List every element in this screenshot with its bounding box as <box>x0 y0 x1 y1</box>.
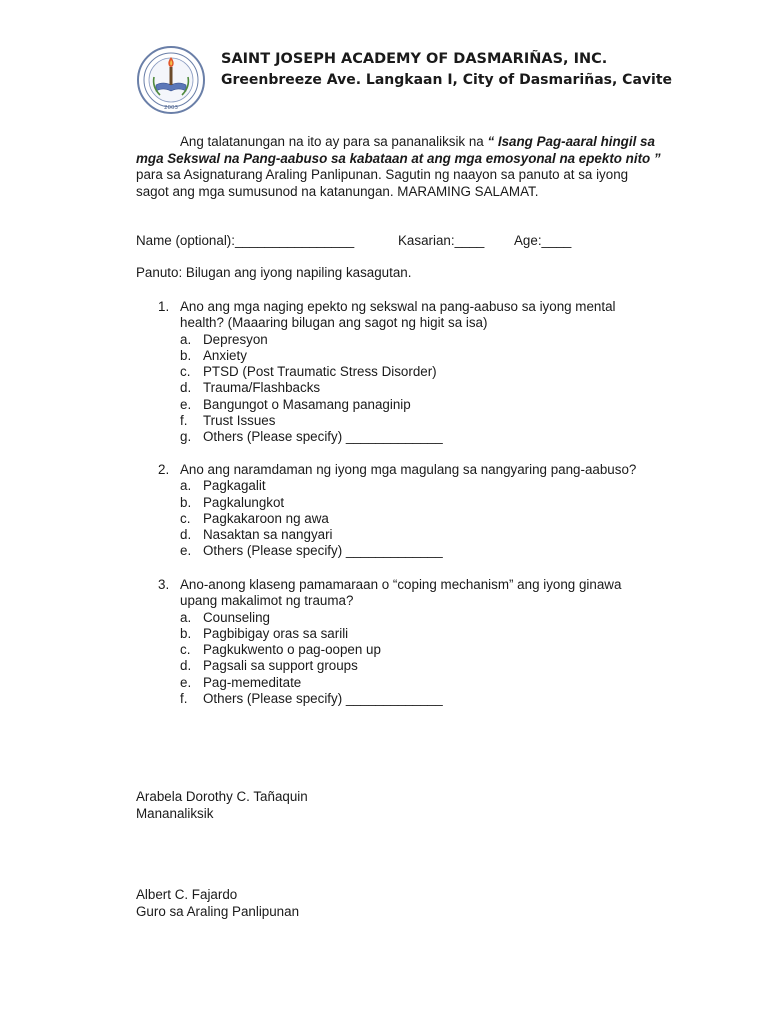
option-text: Trust Issues <box>203 413 276 429</box>
option-letter: c. <box>180 510 191 526</box>
signatory-researcher <box>136 789 308 822</box>
option-letter: b. <box>180 494 192 510</box>
option-text: Pag-memeditate <box>203 674 302 690</box>
intro-line-3: para sa Asignaturang Araling Panlipunan. Sagutin ng naayon sa panuto at sa iyong <box>136 167 629 182</box>
option-text: Nasaktan sa nangyari <box>203 527 333 543</box>
option-letter: a. <box>180 331 192 347</box>
school-seal-logo-icon <box>136 45 206 115</box>
option-letter: e. <box>180 543 192 559</box>
panuto-instructions: Panuto: Bilugan ang iyong napiling kasagutan. <box>136 265 412 280</box>
question-text: Ano-anong klaseng pamamaraan o “coping mechanism” ang iyong ginawa <box>180 577 622 592</box>
option-text: Trauma/Flashbacks <box>203 380 321 396</box>
signatory-name: Albert C. Fajardo <box>136 887 238 902</box>
question-text: Ano ang naramdaman ng iyong mga magulang sa nangyaring pang-aabuso? <box>180 462 637 477</box>
school-address: Greenbreeze Ave. Langkaan I, City of Dasmariñas, Cavite <box>221 72 673 88</box>
option-text: Counseling <box>203 609 270 625</box>
option-text: Bangungot o Masamang panaginip <box>203 396 411 412</box>
kasarian-field[interactable]: Kasarian:____ <box>398 233 485 248</box>
option-text: Others (Please specify) _____________ <box>203 429 443 445</box>
option-text: PTSD (Post Traumatic Stress Disorder) <box>203 364 437 380</box>
option-letter: g. <box>180 429 192 445</box>
option-letter: c. <box>180 364 191 380</box>
option-text: Anxiety <box>203 347 247 363</box>
question-number: 3. <box>158 577 170 592</box>
signatory-teacher <box>136 887 299 920</box>
option-letter: d. <box>180 527 192 543</box>
question-text: health? (Maaaring bilugan ang sagot ng higit sa isa) <box>180 315 488 331</box>
option-letter: b. <box>180 625 192 641</box>
question-text: Ano ang mga naging epekto ng sekswal na pang-aabuso sa iyong mental <box>180 299 616 314</box>
option-text: Pagsali sa support groups <box>203 658 358 674</box>
option-text: Pagbibigay oras sa sarili <box>203 625 349 641</box>
option-letter: a. <box>180 478 192 494</box>
question-number: 2. <box>158 462 170 477</box>
option-text: Others (Please specify) _____________ <box>203 691 443 707</box>
seal-year: 2003 <box>164 105 178 111</box>
option-text: Pagkalungkot <box>203 494 285 510</box>
option-text: Pagkukwento o pag-oopen up <box>203 642 381 658</box>
option-letter: e. <box>180 396 192 412</box>
option-text: Others (Please specify) _____________ <box>203 543 443 559</box>
signatory-role: Mananaliksik <box>136 805 214 821</box>
option-letter: e. <box>180 674 192 690</box>
intro-paragraph <box>136 134 696 200</box>
option-letter: b. <box>180 347 192 363</box>
option-letter: f. <box>180 691 188 707</box>
school-name: SAINT JOSEPH ACADEMY OF DASMARIÑAS, INC. <box>221 51 608 67</box>
name-field[interactable]: Name (optional):________________ <box>136 233 355 248</box>
study-title-part1: “ Isang Pag-aaral hingil sa <box>487 134 655 149</box>
study-title-part2: mga Sekswal na Pang-aabuso sa kabataan at ang mga emosyonal na epekto nito ” <box>136 150 661 166</box>
option-letter: a. <box>180 609 192 625</box>
question-number: 1. <box>158 299 170 314</box>
option-letter: d. <box>180 380 192 396</box>
option-text: Depresyon <box>203 331 268 347</box>
signatory-role: Guro sa Araling Panlipunan <box>136 903 300 919</box>
intro-text: Ang talatanungan na ito ay para sa pananaliksik na <box>180 134 488 149</box>
age-field[interactable]: Age:____ <box>514 233 572 248</box>
option-text: Pagkagalit <box>203 478 266 494</box>
signatory-name: Arabela Dorothy C. Tañaquin <box>136 789 308 804</box>
option-letter: f. <box>180 413 188 429</box>
option-text: Pagkakaroon ng awa <box>203 510 329 526</box>
question-text: upang makalimot ng trauma? <box>180 593 354 609</box>
intro-line-4: sagot ang mga sumusunod na katanungan. MARAMING SALAMAT. <box>136 183 539 199</box>
option-letter: d. <box>180 658 192 674</box>
option-letter: c. <box>180 642 191 658</box>
